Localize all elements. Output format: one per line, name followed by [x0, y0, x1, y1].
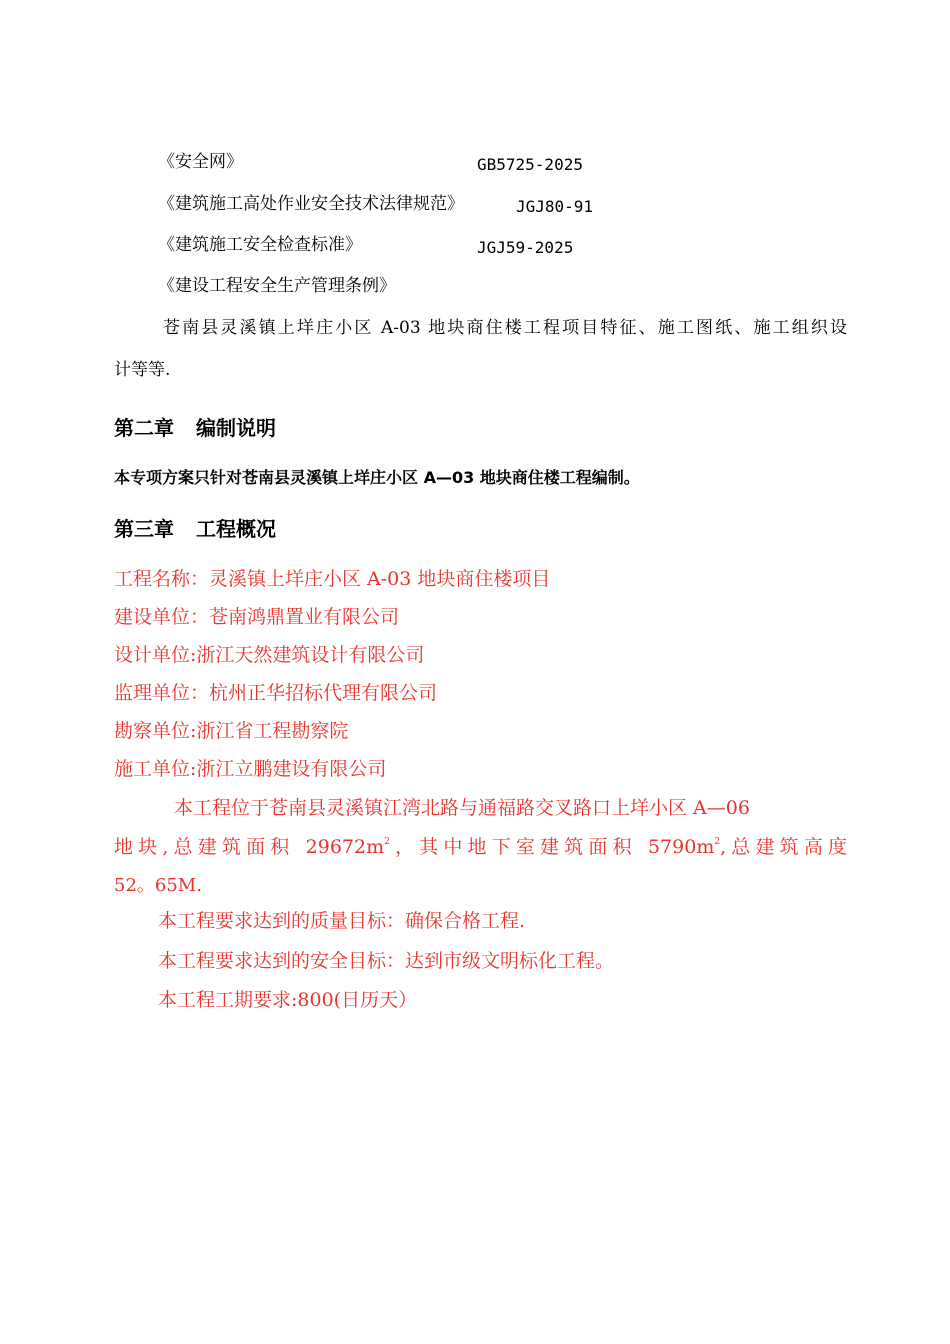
reference-safety-net	[158, 154, 243, 171]
design-unit: 设计单位:浙江天然建筑设计有限公司	[114, 644, 425, 666]
area-unit-superscript: 2	[714, 837, 721, 847]
reference-code: GB5725-2025	[477, 155, 583, 174]
location-paragraph-line3: 52。65M.	[114, 875, 202, 896]
reference-title: 《安全网》	[158, 152, 243, 172]
construction-unit: 施工单位:浙江立鹏建设有限公司	[114, 758, 387, 780]
quality-goal: 本工程要求达到的质量目标：确保合格工程.	[158, 910, 526, 932]
chapter-number: 第二章	[114, 416, 174, 440]
basement-area-text: ，其中地下室建筑面积 5790m	[389, 836, 715, 858]
basis-paragraph-line1: 苍南县灵溪镇上垟庄小区 A-03 地块商住楼工程项目特征、施工图纸、施工组织设	[163, 318, 847, 338]
reference-code: JGJ59-2025	[477, 238, 574, 257]
reference-title: 《建筑施工安全检查标准》	[158, 235, 362, 255]
location-paragraph-line1: 本工程位于苍南县灵溪镇江湾北路与通福路交叉路口上垟小区 A—06	[174, 797, 750, 819]
reference-title: 《建设工程安全生产管理条例》	[158, 276, 396, 296]
chapter-number: 第三章	[114, 517, 174, 541]
reference-work-at-height	[158, 196, 464, 213]
reference-safety-regulation	[158, 278, 396, 295]
location-paragraph-line2	[114, 838, 847, 857]
safety-goal: 本工程要求达到的安全目标：达到市级文明标化工程。	[158, 950, 615, 972]
compilation-note: 本专项方案只针对苍南县灵溪镇上垟庄小区 A—03 地块商住楼工程编制。	[114, 468, 640, 487]
chapter-title: 编制说明	[196, 416, 276, 440]
area-text: 地块,总建筑面积 29672m	[114, 836, 385, 858]
survey-unit: 勘察单位:浙江省工程勘察院	[114, 720, 349, 742]
duration-requirement: 本工程工期要求:800(日历天）	[158, 989, 418, 1011]
area-unit-superscript: 2	[384, 837, 390, 847]
chapter-2-heading	[114, 418, 276, 438]
reference-code: JGJ80-91	[516, 197, 594, 216]
reference-safety-inspection	[158, 237, 362, 254]
developer-unit: 建设单位：苍南鸿鼎置业有限公司	[114, 606, 400, 628]
project-name: 工程名称：灵溪镇上垟庄小区 A-03 地块商住楼项目	[114, 568, 551, 590]
height-label: ,总建筑高度	[720, 836, 847, 858]
chapter-3-heading	[114, 519, 276, 539]
chapter-title: 工程概况	[196, 517, 276, 541]
supervision-unit: 监理单位：杭州正华招标代理有限公司	[114, 682, 438, 704]
basis-paragraph-line2: 计等等.	[114, 360, 171, 380]
reference-title: 《建筑施工高处作业安全技术法律规范》	[158, 194, 464, 214]
